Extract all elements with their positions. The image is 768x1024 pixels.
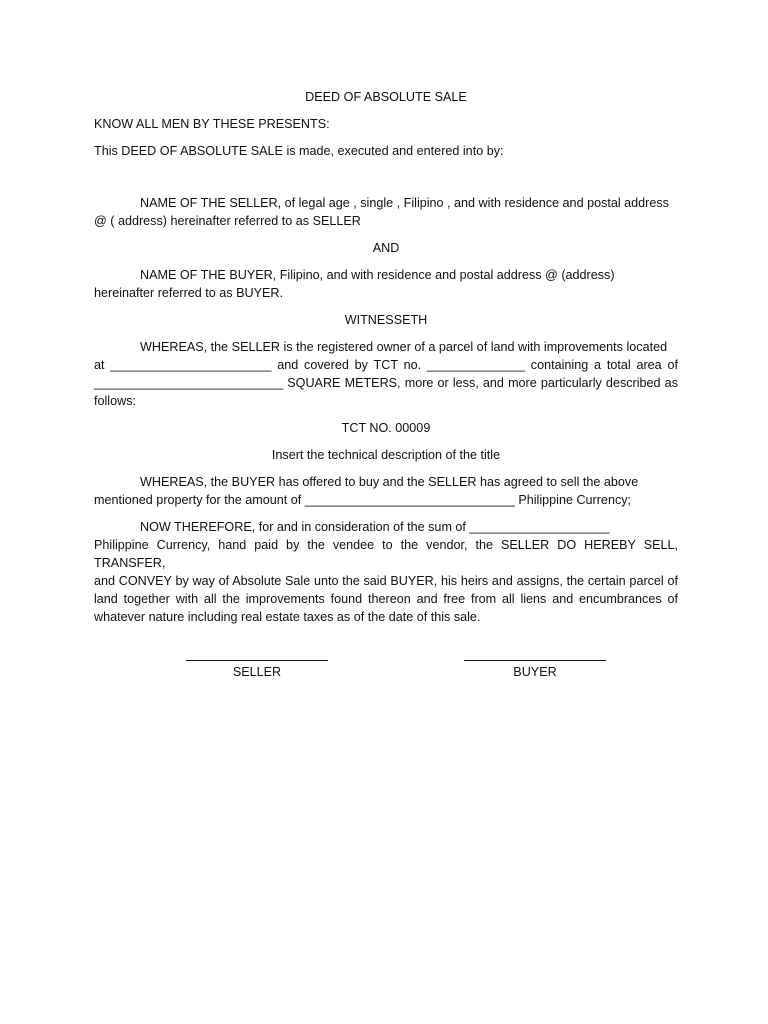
- document-title: DEED OF ABSOLUTE SALE: [305, 90, 467, 104]
- intro-paragraph: This DEED OF ABSOLUTE SALE is made, executed and entered into by:: [94, 144, 504, 158]
- salutation: KNOW ALL MEN BY THESE PRESENTS:: [94, 117, 330, 131]
- buyer-paragraph-line: hereinafter referred to as BUYER.: [94, 286, 283, 300]
- whereas-offer-paragraph: [94, 473, 678, 509]
- now-therefore-line: NOW THEREFORE, for and in consideration of the sum of ____________________: [140, 520, 610, 534]
- witnesseth-heading: WITNESSETH: [344, 313, 428, 327]
- technical-description-note: Insert the technical description of the title: [271, 448, 501, 462]
- seller-paragraph-line: NAME OF THE SELLER, of legal age , single , Filipino , and with residence and postal address: [140, 196, 669, 210]
- tct-number: TCT NO. 00009: [341, 421, 431, 435]
- whereas-owner-line: ___________________________ SQUARE METERS, more or less, and more particularly described as: [94, 376, 678, 390]
- whereas-owner-paragraph: [94, 338, 678, 410]
- whereas-owner-line: follows:: [94, 394, 136, 408]
- now-therefore-paragraph: [94, 518, 678, 626]
- document-body: [94, 88, 678, 626]
- buyer-signature-block: [464, 650, 606, 681]
- buyer-signature-line: [464, 650, 606, 661]
- buyer-paragraph: [94, 266, 678, 302]
- seller-signature-line: [186, 650, 328, 661]
- whereas-offer-line: mentioned property for the amount of ______________________________ Philippine Currency;: [94, 493, 632, 507]
- whereas-offer-line: WHEREAS, the BUYER has offered to buy and the SELLER has agreed to sell the above: [140, 475, 639, 489]
- now-therefore-line: land together with all the improvements found thereon and free from all liens and encumbrances of: [94, 592, 678, 606]
- and-label: AND: [372, 241, 400, 255]
- seller-paragraph-line: @ ( address) hereinafter referred to as SELLER: [94, 214, 361, 228]
- buyer-signature-label: BUYER: [513, 665, 557, 679]
- whereas-owner-line: WHEREAS, the SELLER is the registered owner of a parcel of land with improvements located: [140, 340, 668, 354]
- whereas-owner-line: at _______________________ and covered by TCT no. ______________ containing a total area of: [94, 358, 678, 372]
- now-therefore-line: Philippine Currency, hand paid by the vendee to the vendor, the SELLER DO HEREBY SELL, TRANSFER,: [94, 538, 678, 570]
- seller-signature-block: [186, 650, 328, 681]
- seller-signature-label: SELLER: [232, 665, 282, 679]
- now-therefore-line: and CONVEY by way of Absolute Sale unto the said BUYER, his heirs and assigns, the certain parcel of: [94, 574, 678, 588]
- seller-paragraph: [94, 194, 678, 230]
- buyer-paragraph-line: NAME OF THE BUYER, Filipino, and with residence and postal address @ (address): [140, 268, 615, 282]
- now-therefore-line: whatever nature including real estate taxes as of the date of this sale.: [94, 610, 481, 624]
